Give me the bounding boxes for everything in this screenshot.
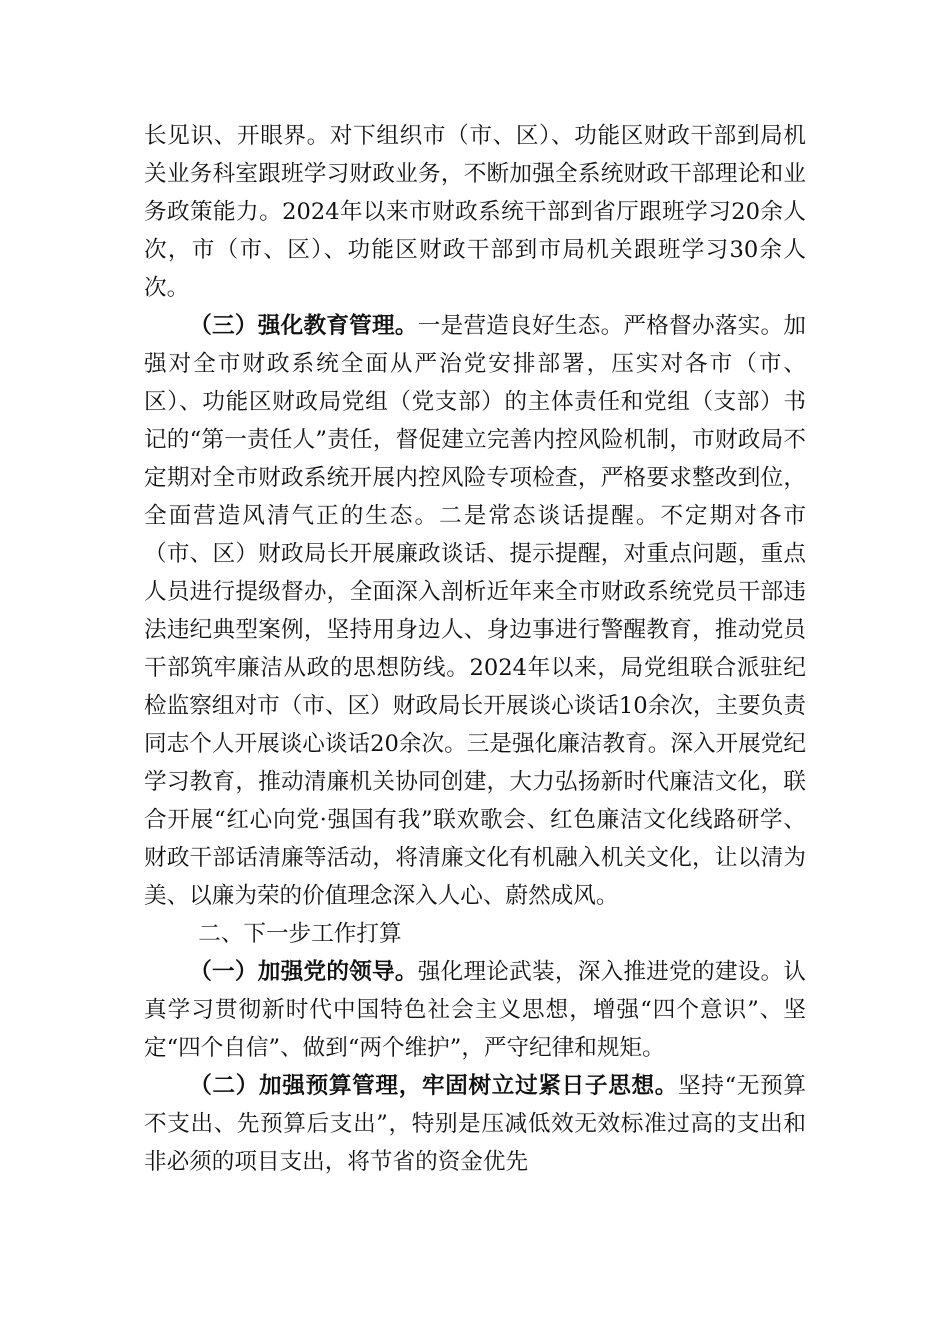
paragraph-budget-management <box>144 1067 806 1181</box>
paragraph-lead: （二）加强预算管理，牢固树立过紧日子思想。 <box>189 1073 679 1099</box>
paragraph-party-leadership <box>144 953 806 1067</box>
paragraph-education-management <box>144 307 806 915</box>
section-heading: 二、下一步工作打算 <box>198 921 402 947</box>
paragraph-lead: （三）强化教育管理。 <box>189 313 418 339</box>
paragraph-text: 长见识、开眼界。对下组织市（市、区）、功能区财政干部到局机关业务科室跟班学习财政业务，不断加强全系统财政干部理论和业务政策能力。2024年以来市财政系统干部到省厅跟班学习20余人次，市（市、区）、功能区财政干部到市局机关跟班学习30余人次。 <box>144 123 806 301</box>
paragraph-text: 一是营造良好生态。严格督办落实。加强对全市财政系统全面从严治党安排部署，压实对各市（市、区）、功能区财政局党组（党支部）的主体责任和党组（支部）书记的“第一责任人”责任，督促建立完善内控风险机制，市财政局不定期对全市财政系统开展内控风险专项检查，严格要求整改到位，全面营造风清气正的生态。二是常态谈话提醒。不定期对各市（市、区）财政局长开展廉政谈话、提示提醒，对重点问题，重点人员进行提级督办，全面深入剖析近年来全市财政系统党员干部违法违纪典型案例，坚持用身边人、身边事进行警醒教育，推动党员干部筑牢廉洁从政的思想防线。2024年以来，局党组联合派驻纪检监察组对市（市、区）财政局长开展谈心谈话10余次，主要负责同志个人开展谈心谈话20余次。三是强化廉洁教育。深入开展党纪学习教育，推动清廉机关协同创建，大力弘扬新时代廉洁文化，联合开展“红心向党·强国有我”联欢歌会、红色廉洁文化线路研学、财政干部话清廉等活动，将清廉文化有机融入机关文化，让以清为美、以廉为荣的价值理念深入人心、蔚然成风。 <box>144 313 807 909</box>
document-body <box>144 117 806 1181</box>
paragraph-text: 坚持“无预算不支出、先预算后支出”，特别是压减低效无效标准过高的支出和非必须的项目支出，将节省的资金优先 <box>144 1073 806 1175</box>
paragraph-text: 强化理论武装，深入推进党的建设。认真学习贯彻新时代中国特色社会主义思想，增强“四个意识”、坚定“四个自信”、做到“两个维护”，严守纪律和规矩。 <box>144 959 807 1061</box>
paragraph-training <box>144 117 806 307</box>
paragraph-lead: （一）加强党的领导。 <box>189 959 418 985</box>
